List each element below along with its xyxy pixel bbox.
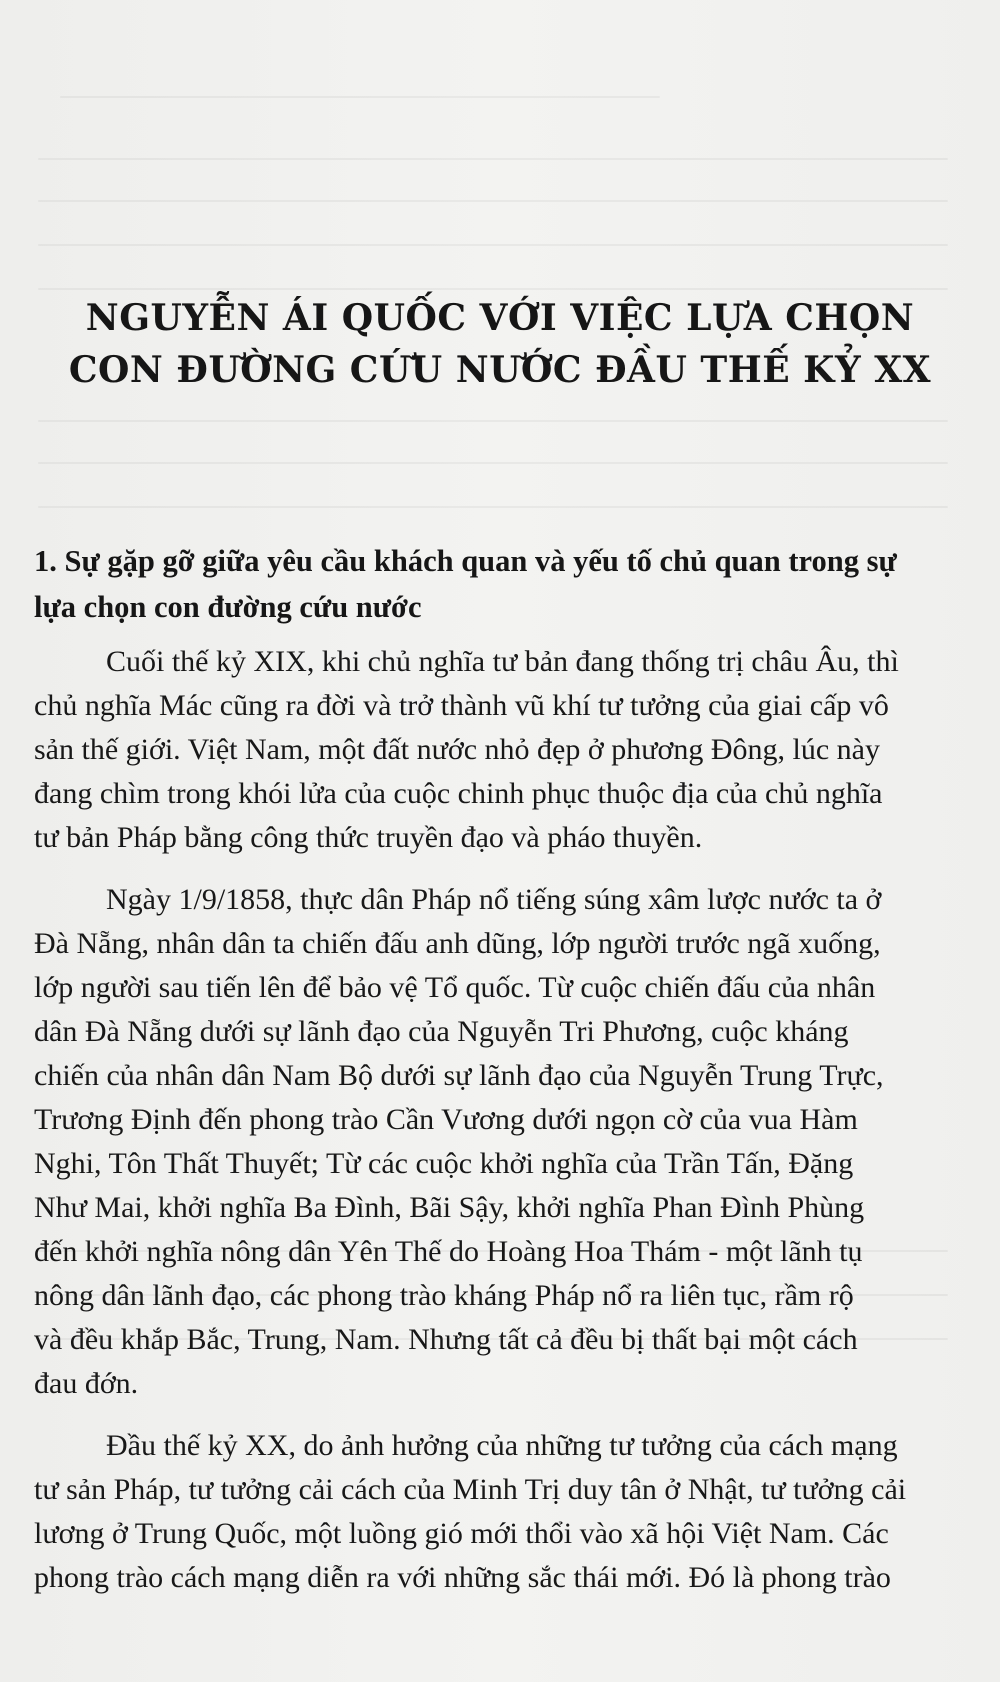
text-line: sản thế giới. Việt Nam, một đất nước nhỏ đẹp ở phương Đông, lúc này [34, 733, 880, 766]
paragraph [34, 878, 954, 1406]
text-line: nông dân lãnh đạo, các phong trào kháng Pháp nổ ra liên tục, rầm rộ [34, 1279, 854, 1312]
text-line: lớp người sau tiến lên để bảo vệ Tổ quốc. Từ cuộc chiến đấu của nhân [34, 971, 876, 1004]
text-line: chiến của nhân dân Nam Bộ dưới sự lãnh đạo của Nguyễn Trung Trực, [34, 1059, 884, 1092]
text-line: Cuối thế kỷ XIX, khi chủ nghĩa tư bản đang thống trị châu Âu, thì [106, 645, 899, 678]
text-line: dân Đà Nẵng dưới sự lãnh đạo của Nguyễn Tri Phương, cuộc kháng [34, 1015, 849, 1048]
show-through-line [38, 506, 948, 508]
text-line: chủ nghĩa Mác cũng ra đời và trở thành vũ khí tư tưởng của giai cấp vô [34, 689, 889, 722]
show-through-line [38, 158, 948, 160]
text-line: lương ở Trung Quốc, một luồng gió mới thổi vào xã hội Việt Nam. Các [34, 1517, 889, 1550]
section-heading-line: lựa chọn con đường cứu nước [34, 590, 422, 624]
text-line: Đà Nẵng, nhân dân ta chiến đấu anh dũng, lớp người trước ngã xuống, [34, 927, 881, 960]
show-through-line [38, 200, 948, 202]
text-line: Trương Định đến phong trào Cần Vương dưới ngọn cờ của vua Hàm [34, 1103, 858, 1136]
text-line: Ngày 1/9/1858, thực dân Pháp nổ tiếng súng xâm lược nước ta ở [106, 883, 882, 916]
text-line: Nghi, Tôn Thất Thuyết; Từ các cuộc khởi nghĩa của Trần Tấn, Đặng [34, 1147, 854, 1180]
section-heading-line: 1. Sự gặp gỡ giữa yêu cầu khách quan và yếu tố chủ quan trong sự [34, 544, 897, 578]
text-line: đến khởi nghĩa nông dân Yên Thế do Hoàng Hoa Thám - một lãnh tụ [34, 1235, 863, 1268]
show-through-line [38, 420, 948, 422]
chapter-title-line: NGUYỄN ÁI QUỐC VỚI VIỆC LỰA CHỌN [85, 297, 915, 339]
text-line: đang chìm trong khói lửa của cuộc chinh phục thuộc địa của chủ nghĩa [34, 777, 883, 810]
chapter-title [40, 292, 960, 396]
paragraph [34, 640, 954, 860]
text-line: phong trào cách mạng diễn ra với những sắc thái mới. Đó là phong trào [34, 1561, 891, 1594]
text-line: tư bản Pháp bằng công thức truyền đạo và pháo thuyền. [34, 821, 703, 854]
body-text [34, 640, 954, 1618]
paragraph [34, 1424, 954, 1600]
show-through-line [38, 244, 948, 246]
show-through-line [38, 462, 948, 464]
text-line: và đều khắp Bắc, Trung, Nam. Nhưng tất cả đều bị thất bại một cách [34, 1323, 858, 1356]
text-line: đau đớn. [34, 1367, 139, 1400]
text-line: tư sản Pháp, tư tưởng cải cách của Minh Trị duy tân ở Nhật, tư tưởng cải [34, 1473, 907, 1506]
show-through-line [38, 288, 948, 290]
text-line: Đầu thế kỷ XX, do ảnh hưởng của những tư tưởng của cách mạng [106, 1429, 898, 1462]
section-heading [34, 538, 964, 630]
chapter-title-line: CON ĐƯỜNG CỨU NƯỚC ĐẦU THẾ KỶ XX [68, 349, 932, 391]
show-through-line [60, 96, 660, 98]
text-line: Như Mai, khởi nghĩa Ba Đình, Bãi Sậy, khởi nghĩa Phan Đình Phùng [34, 1191, 865, 1224]
